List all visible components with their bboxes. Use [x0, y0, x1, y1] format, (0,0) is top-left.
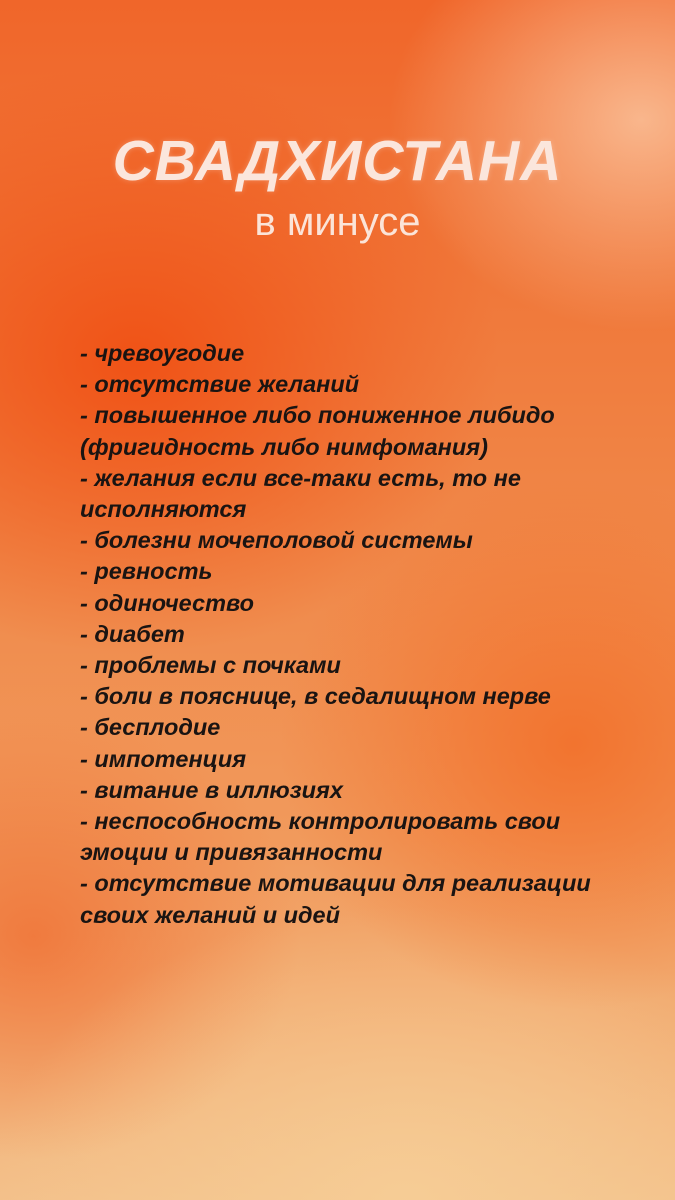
page-title: СВАДХИСТАНА	[112, 129, 563, 193]
list-item: - проблемы с почками	[80, 652, 341, 679]
list-item: - отсутствие мотивации для реализации своих желаний и идей	[80, 870, 591, 928]
list-item: - желания если все-таки есть, то не исполняются	[80, 464, 521, 523]
list-item: - бесплодие	[80, 714, 221, 741]
list-item: - боли в пояснице, в седалищном нерве	[80, 683, 551, 710]
list-item: - диабет	[80, 620, 185, 647]
list-item: - повышенное либо пониженное либидо (фригидность либо нимфомания)	[80, 402, 555, 460]
list-item: - чревоугодие	[80, 340, 245, 366]
list-item: - болезни мочеполовой системы	[80, 527, 473, 554]
page-subtitle: в минусе	[254, 200, 421, 244]
list-item: - отсутствие желаний	[80, 371, 360, 398]
symptoms-list	[80, 338, 640, 931]
list-item: - одиночество	[80, 589, 254, 616]
list-item: - ревность	[80, 558, 213, 585]
list-item: - витание в иллюзиях	[80, 776, 343, 803]
list-item: - импотенция	[80, 745, 247, 772]
list-item: - неспособность контролировать свои эмоции и привязанности	[80, 808, 561, 866]
